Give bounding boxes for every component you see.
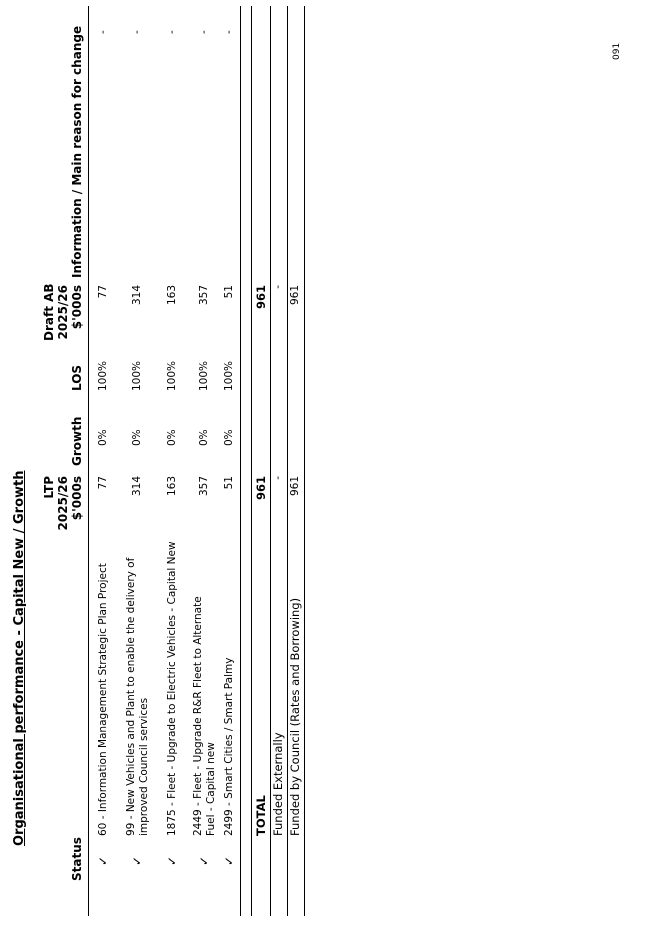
row-info: - xyxy=(97,30,109,34)
status-check-icon: ✓ xyxy=(96,855,110,866)
status-check-icon: ✓ xyxy=(197,855,211,866)
row-info: - xyxy=(223,30,235,34)
row-draft: 314 xyxy=(131,285,143,306)
header-rule xyxy=(88,6,89,916)
header-draft: Draft AB 2025/26 $'000s xyxy=(42,283,84,341)
row-draft: 77 xyxy=(97,285,109,299)
row-los: 100% xyxy=(131,360,143,391)
funded-council-label: Funded by Council (Rates and Borrowing) xyxy=(288,597,302,836)
row-los: 100% xyxy=(198,360,210,391)
funded-externally-draft: - xyxy=(272,285,284,289)
row-draft: 357 xyxy=(198,285,210,306)
funded-council-ltp: 961 xyxy=(289,476,301,497)
funded-council-draft: 961 xyxy=(289,285,301,306)
row-info: - xyxy=(166,30,178,34)
row-description: 2449 - Fleet - Upgrade R&R Fleet to Alternate Fuel - Capital new xyxy=(192,596,217,836)
row-info: - xyxy=(131,30,143,34)
header-status: Status xyxy=(70,837,84,881)
funded-council-rule xyxy=(304,6,305,916)
row-los: 100% xyxy=(166,360,178,391)
funded-externally-label: Funded Externally xyxy=(271,732,285,836)
header-info: Information / Main reason for change xyxy=(70,25,84,278)
page-title: Organisational performance - Capital New / Growth xyxy=(12,470,27,846)
total-ltp: 961 xyxy=(254,476,268,501)
row-ltp: 357 xyxy=(198,476,210,497)
row-growth: 0% xyxy=(198,429,210,446)
total-label: TOTAL xyxy=(254,795,268,836)
header-los: LOS xyxy=(70,364,84,391)
page-number: 091 xyxy=(612,42,622,60)
row-growth: 0% xyxy=(131,429,143,446)
row-description: 1875 - Fleet - Upgrade to Electric Vehicles - Capital New xyxy=(166,541,178,836)
header-growth: Growth xyxy=(70,416,84,466)
funded-externally-ltp: - xyxy=(272,476,284,480)
row-los: 100% xyxy=(97,360,109,391)
status-check-icon: ✓ xyxy=(222,855,236,866)
total-top-rule xyxy=(251,6,252,916)
row-growth: 0% xyxy=(223,429,235,446)
row-description: 60 - Information Management Strategic Plan Project xyxy=(97,563,109,836)
row-growth: 0% xyxy=(166,429,178,446)
row-ltp: 51 xyxy=(223,476,235,490)
row-draft: 163 xyxy=(166,285,178,306)
row-draft: 51 xyxy=(223,285,235,299)
status-check-icon: ✓ xyxy=(165,855,179,866)
row-growth: 0% xyxy=(97,429,109,446)
header-ltp: LTP 2025/26 $'000s xyxy=(42,476,84,531)
row-ltp: 314 xyxy=(131,476,143,497)
row-ltp: 77 xyxy=(97,476,109,490)
row-ltp: 163 xyxy=(166,476,178,497)
status-check-icon: ✓ xyxy=(130,855,144,866)
row-description: 99 - New Vehicles and Plant to enable the delivery of improved Council services xyxy=(125,557,150,836)
row-los: 100% xyxy=(223,360,235,391)
rows-bottom-rule xyxy=(240,6,241,916)
row-description: 2499 - Smart Cities / Smart Palmy xyxy=(223,657,235,836)
total-draft: 961 xyxy=(254,285,268,310)
row-info: - xyxy=(198,30,210,34)
